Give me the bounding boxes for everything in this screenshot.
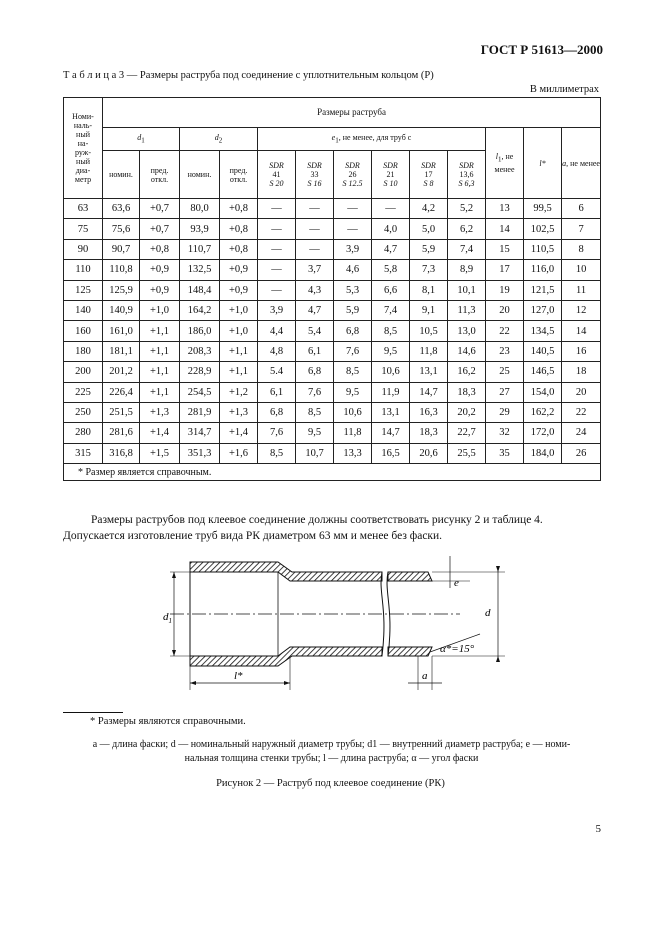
- table-cell: 110: [64, 260, 103, 280]
- header-d2-tolerance: пред. откл.: [220, 151, 258, 199]
- table-cell: 75,6: [103, 219, 140, 239]
- table-cell: 14: [562, 321, 601, 341]
- page-number: 5: [595, 823, 601, 835]
- table-cell: +1,0: [220, 300, 258, 320]
- table-cell: 132,5: [180, 260, 220, 280]
- footnote: * Размеры являются справочными.: [90, 716, 246, 727]
- table-cell: +1,3: [220, 402, 258, 422]
- table-cell: 16,2: [448, 362, 486, 382]
- table-cell: —: [258, 260, 296, 280]
- table-cell: 160: [64, 321, 103, 341]
- table-cell: 11,8: [410, 341, 448, 361]
- table-cell: 7,4: [448, 239, 486, 259]
- table-cell: 164,2: [180, 300, 220, 320]
- table-cell: 148,4: [180, 280, 220, 300]
- table-cell: 90: [64, 239, 103, 259]
- table-cell: 127,0: [524, 300, 562, 320]
- table-cell: 8: [562, 239, 601, 259]
- table-cell: 14,7: [410, 382, 448, 402]
- table-cell: +0,9: [220, 260, 258, 280]
- table-cell: 16,3: [410, 402, 448, 422]
- table-cell: 7,6: [334, 341, 372, 361]
- table-cell: 12: [562, 300, 601, 320]
- table-cell: +1,1: [220, 362, 258, 382]
- table-cell: 93,9: [180, 219, 220, 239]
- table-cell: 125,9: [103, 280, 140, 300]
- header-sdr13-6: SDR 13,6 S 6,3: [448, 151, 486, 199]
- table-cell: +0,9: [140, 260, 180, 280]
- table-cell: 4,7: [296, 300, 334, 320]
- table-cell: +1,5: [140, 443, 180, 463]
- table-cell: 22,7: [448, 423, 486, 443]
- table-cell: 16: [562, 341, 601, 361]
- table-row: [64, 300, 601, 320]
- table-cell: 27: [486, 382, 524, 402]
- table-cell: 251,5: [103, 402, 140, 422]
- table-cell: 184,0: [524, 443, 562, 463]
- table-cell: 23: [486, 341, 524, 361]
- header-d1: $d_1$: [103, 128, 180, 151]
- table-cell: 281,6: [103, 423, 140, 443]
- table-cell: 6,8: [296, 362, 334, 382]
- table-cell: 10,6: [334, 402, 372, 422]
- table-cell: —: [372, 199, 410, 219]
- table-cell: +0,9: [140, 280, 180, 300]
- table-cell: 4,8: [258, 341, 296, 361]
- table-cell: 226,4: [103, 382, 140, 402]
- table-cell: 4,0: [372, 219, 410, 239]
- table-cell: 13,3: [334, 443, 372, 463]
- table-cell: 186,0: [180, 321, 220, 341]
- table-cell: —: [296, 199, 334, 219]
- table-cell: 8,1: [410, 280, 448, 300]
- table-cell: 11: [562, 280, 601, 300]
- d1-label: $d_1$: [163, 611, 172, 625]
- table-row: [64, 443, 601, 463]
- table-cell: 121,5: [524, 280, 562, 300]
- table-cell: 16,5: [372, 443, 410, 463]
- header-socket-dimensions: Размеры раструба: [103, 98, 601, 128]
- l-label: l*: [234, 670, 243, 682]
- table-cell: 90,7: [103, 239, 140, 259]
- table-cell: +1,1: [140, 382, 180, 402]
- table-cell: +1,6: [220, 443, 258, 463]
- table-row: [64, 321, 601, 341]
- table-cell: 19: [486, 280, 524, 300]
- table-cell: 10,1: [448, 280, 486, 300]
- table-cell: 8,5: [334, 362, 372, 382]
- table-cell: 32: [486, 423, 524, 443]
- table-cell: 26: [562, 443, 601, 463]
- table-cell: 6,1: [258, 382, 296, 402]
- header-l: l*: [524, 128, 562, 199]
- table-cell: 281,9: [180, 402, 220, 422]
- table-cell: 9,5: [334, 382, 372, 402]
- table-cell: 225: [64, 382, 103, 402]
- table-row: [64, 219, 601, 239]
- table-cell: 315: [64, 443, 103, 463]
- table-cell: 161,0: [103, 321, 140, 341]
- table-cell: 13,1: [372, 402, 410, 422]
- table-cell: 4,4: [258, 321, 296, 341]
- table-cell: 351,3: [180, 443, 220, 463]
- table-cell: +1,0: [220, 321, 258, 341]
- table-cell: 63,6: [103, 199, 140, 219]
- table-row: [64, 423, 601, 443]
- table-cell: 140,5: [524, 341, 562, 361]
- table-cell: +1,4: [220, 423, 258, 443]
- table-cell: 8,9: [448, 260, 486, 280]
- table-cell: +0,8: [140, 239, 180, 259]
- table-cell: 228,9: [180, 362, 220, 382]
- table-cell: 22: [486, 321, 524, 341]
- table-cell: +1,1: [140, 362, 180, 382]
- table-cell: 35: [486, 443, 524, 463]
- table-cell: 134,5: [524, 321, 562, 341]
- figure-legend: [63, 738, 600, 766]
- table-cell: 29: [486, 402, 524, 422]
- header-nominal-diameter: Номи- наль- ный на- руж- ный диа- метр: [64, 98, 103, 199]
- table-cell: 63: [64, 199, 103, 219]
- table-cell: 5,8: [372, 260, 410, 280]
- table-row: [64, 382, 601, 402]
- table-cell: —: [258, 219, 296, 239]
- table-cell: 6,1: [296, 341, 334, 361]
- table-cell: +0,7: [140, 199, 180, 219]
- table-cell: —: [296, 219, 334, 239]
- paragraph-line: Допускается изготовление труб вида РК диаметром 63 мм и менее без фаски.: [63, 530, 443, 542]
- table-cell: 6: [562, 199, 601, 219]
- table-cell: 9,1: [410, 300, 448, 320]
- table-cell: +0,8: [220, 199, 258, 219]
- table-cell: +1,0: [140, 300, 180, 320]
- bottom-wall: [190, 647, 382, 666]
- table-cell: 25,5: [448, 443, 486, 463]
- e-label: e: [454, 577, 459, 589]
- table-cell: 11,3: [448, 300, 486, 320]
- table-cell: 3,9: [258, 300, 296, 320]
- paragraph-line: Размеры раструбов под клеевое соединение должны соответствовать рисунку 2 и таблице 4.: [91, 514, 543, 526]
- legend-line: нальная толщина стенки трубы; l — длина раструба; α — угол фаски: [184, 753, 479, 764]
- table-cell: 7,6: [258, 423, 296, 443]
- table-cell: 6,8: [258, 402, 296, 422]
- table-cell: 254,5: [180, 382, 220, 402]
- table-cell: 172,0: [524, 423, 562, 443]
- table-cell: 6,8: [334, 321, 372, 341]
- header-sdr41: SDR 41 S 20: [258, 151, 296, 199]
- table-cell: +1,3: [140, 402, 180, 422]
- table-cell: 200: [64, 362, 103, 382]
- table-cell: 8,5: [258, 443, 296, 463]
- table-cell: 80,0: [180, 199, 220, 219]
- table-cell: 5,3: [334, 280, 372, 300]
- top-wall: [190, 562, 382, 581]
- table-cell: 10: [562, 260, 601, 280]
- header-e1: $e_1$, не менее, для труб с: [258, 128, 486, 151]
- d-label: d: [485, 607, 491, 619]
- table-cell: 7,3: [410, 260, 448, 280]
- table-cell: 3,7: [296, 260, 334, 280]
- table-cell: 18: [562, 362, 601, 382]
- table-cell: +1,2: [220, 382, 258, 402]
- angle-label: α*=15°: [440, 643, 475, 655]
- table-cell: 20,2: [448, 402, 486, 422]
- table-row: [64, 362, 601, 382]
- header-d1-nominal: номин.: [103, 151, 140, 199]
- table-cell: 5,0: [410, 219, 448, 239]
- table-cell: 20: [486, 300, 524, 320]
- table-cell: 140: [64, 300, 103, 320]
- table-cell: 140,9: [103, 300, 140, 320]
- table-cell: 24: [562, 423, 601, 443]
- socket-dimensions-table: [63, 97, 601, 481]
- table-cell: —: [258, 239, 296, 259]
- table-cell: 8,5: [372, 321, 410, 341]
- table-cell: —: [258, 280, 296, 300]
- table-cell: 10,6: [372, 362, 410, 382]
- table-note: * Размер является справочным.: [64, 464, 601, 481]
- table-cell: +0,8: [220, 219, 258, 239]
- socket-drawing: [160, 548, 520, 698]
- header-sdr26: SDR 26 S 12.5: [334, 151, 372, 199]
- footnote-rule: [63, 712, 123, 713]
- table-cell: 13: [486, 199, 524, 219]
- table-cell: 5,9: [334, 300, 372, 320]
- table-cell: 14,7: [372, 423, 410, 443]
- table-cell: 280: [64, 423, 103, 443]
- body-paragraph: [63, 512, 600, 544]
- table-cell: 116,0: [524, 260, 562, 280]
- top-wall-end: [388, 572, 432, 581]
- table-cell: 9,5: [296, 423, 334, 443]
- header-d1-tolerance: пред. откл.: [140, 151, 180, 199]
- a-label: a: [422, 670, 428, 682]
- table-row: [64, 280, 601, 300]
- table-cell: 110,8: [103, 260, 140, 280]
- table-cell: 4,2: [410, 199, 448, 219]
- table-cell: 20: [562, 382, 601, 402]
- table-cell: 6,2: [448, 219, 486, 239]
- table-cell: +0,7: [140, 219, 180, 239]
- bottom-wall-end: [388, 647, 432, 656]
- header-l1: $l_1$, не менее: [486, 128, 524, 199]
- figure-caption: Рисунок 2 — Раструб под клеевое соединение (РК): [216, 778, 445, 789]
- table-cell: 162,2: [524, 402, 562, 422]
- table-cell: 5.4: [258, 362, 296, 382]
- table-cell: 316,8: [103, 443, 140, 463]
- header-d2-nominal: номин.: [180, 151, 220, 199]
- table-cell: +1,4: [140, 423, 180, 443]
- table-cell: —: [334, 199, 372, 219]
- table-cell: 7,6: [296, 382, 334, 402]
- header-sdr21: SDR 21 S 10: [372, 151, 410, 199]
- table-cell: 13,1: [410, 362, 448, 382]
- legend-line: a — длина фаски; d — номинальный наружный диаметр трубы; d1 — внутренний диаметр раструба; e — номи-: [92, 739, 571, 750]
- table-cell: 181,1: [103, 341, 140, 361]
- table-cell: 110,5: [524, 239, 562, 259]
- table-cell: 15: [486, 239, 524, 259]
- table-cell: 10,7: [296, 443, 334, 463]
- table-cell: —: [296, 239, 334, 259]
- units-label: В миллиметрах: [529, 84, 599, 95]
- table-caption: Т а б л и ц а 3 — Размеры раструба под соединение с уплотнительным кольцом (Р): [63, 70, 434, 81]
- table-cell: 11,8: [334, 423, 372, 443]
- table-cell: 5,9: [410, 239, 448, 259]
- table-cell: 208,3: [180, 341, 220, 361]
- table-cell: 13,0: [448, 321, 486, 341]
- table-cell: 6,6: [372, 280, 410, 300]
- table-cell: 146,5: [524, 362, 562, 382]
- header-sdr33: SDR 33 S 16: [296, 151, 334, 199]
- table-cell: 3,9: [334, 239, 372, 259]
- table-cell: 9,5: [372, 341, 410, 361]
- table-cell: 4,6: [334, 260, 372, 280]
- header-d2: $d_2$: [180, 128, 258, 151]
- table-cell: —: [334, 219, 372, 239]
- header-sdr17: SDR 17 S 8: [410, 151, 448, 199]
- table-cell: 4,7: [372, 239, 410, 259]
- table-cell: 22: [562, 402, 601, 422]
- table-cell: 14,6: [448, 341, 486, 361]
- table-cell: 7: [562, 219, 601, 239]
- table-body: [64, 199, 601, 464]
- table-cell: 75: [64, 219, 103, 239]
- table-cell: 5,4: [296, 321, 334, 341]
- table-cell: 201,2: [103, 362, 140, 382]
- table-cell: +1,1: [140, 321, 180, 341]
- table-cell: 4,3: [296, 280, 334, 300]
- table-cell: 314,7: [180, 423, 220, 443]
- table-cell: —: [258, 199, 296, 219]
- table-cell: 25: [486, 362, 524, 382]
- table-cell: 99,5: [524, 199, 562, 219]
- table-cell: 14: [486, 219, 524, 239]
- table-row: [64, 402, 601, 422]
- table-cell: 180: [64, 341, 103, 361]
- table-row: [64, 199, 601, 219]
- table-cell: 18,3: [410, 423, 448, 443]
- table-cell: 110,7: [180, 239, 220, 259]
- table-row: [64, 239, 601, 259]
- table-row: [64, 341, 601, 361]
- table-cell: 154,0: [524, 382, 562, 402]
- table-cell: +1,1: [140, 341, 180, 361]
- table-cell: 18,3: [448, 382, 486, 402]
- table-cell: 250: [64, 402, 103, 422]
- table-cell: 5,2: [448, 199, 486, 219]
- table-row: [64, 260, 601, 280]
- table-cell: 10,5: [410, 321, 448, 341]
- table-cell: 11,9: [372, 382, 410, 402]
- table-cell: 20,6: [410, 443, 448, 463]
- table-cell: +0,9: [220, 280, 258, 300]
- document-code: ГОСТ Р 51613—2000: [480, 42, 603, 57]
- table-cell: 125: [64, 280, 103, 300]
- table-cell: 7,4: [372, 300, 410, 320]
- table-cell: +0,8: [220, 239, 258, 259]
- header-a: a, не менее: [562, 128, 601, 199]
- table-cell: +1,1: [220, 341, 258, 361]
- table-cell: 17: [486, 260, 524, 280]
- table-cell: 102,5: [524, 219, 562, 239]
- table-cell: 8,5: [296, 402, 334, 422]
